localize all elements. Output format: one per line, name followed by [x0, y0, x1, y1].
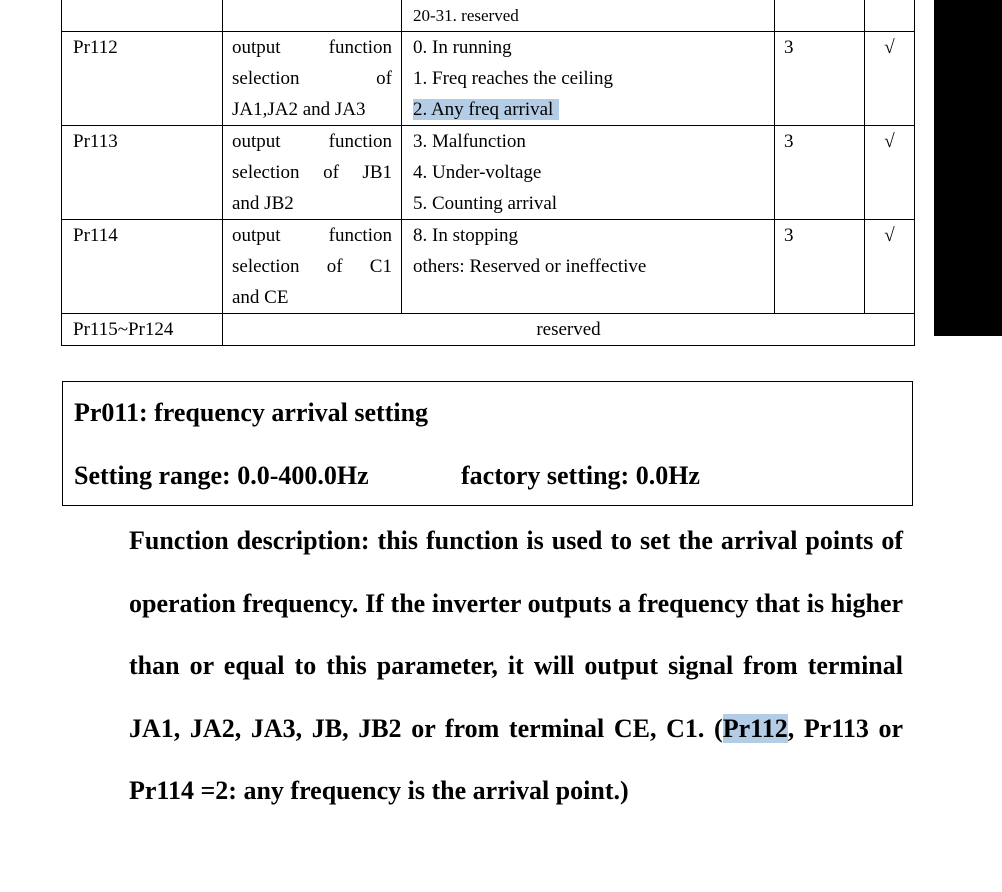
param-options: [402, 32, 775, 126]
setting-box: [62, 381, 913, 506]
param-name-line: JA1,JA2 and JA3: [232, 99, 366, 120]
param-value: 3: [775, 126, 865, 220]
option-text: 0. In running: [413, 37, 512, 58]
factory-setting: factory setting: 0.0Hz: [461, 461, 700, 490]
table-row-top: [62, 0, 915, 32]
param-code: Pr113: [62, 126, 223, 220]
option-text: 3. Malfunction: [413, 131, 526, 152]
description-text: Function description: this function is used to set the arrival points of operation frequency. If the inverter outputs a frequency that is higher than or equal to this parameter, it will output signal from terminal JA1, JA2, JA3, JB, JB2 or from terminal CE, C1. (: [129, 526, 903, 743]
option-text: 4. Under-voltage: [413, 162, 542, 183]
param-options: [402, 220, 775, 314]
description-text-end: , Pr113 or Pr114 =2: any frequency is the arrival point.): [129, 713, 904, 805]
param-name-word: output: [232, 131, 281, 152]
table-row: [62, 126, 915, 220]
param-name-line: [232, 126, 392, 157]
option-line: [413, 94, 774, 125]
right-edge-bar: [934, 0, 1002, 336]
param-name-line: [232, 251, 392, 282]
table-row: [62, 220, 915, 314]
param-name-word: selection: [232, 256, 300, 277]
param-name-word: of: [376, 68, 392, 89]
param-name-line: [232, 220, 392, 251]
option-line: [413, 63, 774, 94]
setting-title: Pr011: frequency arrival setting: [74, 398, 429, 427]
option-line: [413, 282, 774, 313]
reserved-text: reserved: [223, 314, 915, 346]
table-row: [62, 32, 915, 126]
parameter-table: [61, 0, 915, 346]
highlighted-parameter: Pr112: [722, 713, 788, 743]
param-name-word: function: [328, 37, 392, 58]
option-line: [413, 157, 774, 188]
desc-cell: 20-31. reserved: [402, 0, 775, 32]
param-name-line: [232, 157, 392, 188]
option-text: 5. Counting arrival: [413, 193, 558, 214]
option-text-highlighted: 2. Any freq arrival: [413, 99, 559, 120]
param-code: Pr112: [62, 32, 223, 126]
param-name: [223, 126, 402, 220]
param-name-word: function: [328, 225, 392, 246]
option-text: 1. Freq reaches the ceiling: [413, 68, 613, 89]
function-description: [129, 510, 903, 823]
table-row-reserved: [62, 314, 915, 346]
param-name-line: [232, 63, 392, 94]
option-line: [413, 32, 774, 63]
checkmark-icon: √: [865, 220, 915, 314]
param-name-line: and CE: [232, 287, 289, 308]
option-text: others: Reserved or ineffective: [413, 256, 647, 277]
param-name-line: [232, 32, 392, 63]
option-text: 8. In stopping: [413, 225, 519, 246]
checkmark-icon: √: [865, 32, 915, 126]
option-line: [413, 220, 774, 251]
param-name-word: selection: [232, 162, 300, 183]
param-code: Pr115~Pr124: [62, 314, 223, 346]
param-value: 3: [775, 32, 865, 126]
option-line: [413, 126, 774, 157]
param-name-word: output: [232, 225, 281, 246]
option-line: [413, 188, 774, 219]
param-name-word: selection: [232, 68, 300, 89]
param-name-line: and JB2: [232, 193, 294, 214]
setting-range: Setting range: 0.0-400.0Hz: [74, 461, 369, 490]
param-value: 3: [775, 220, 865, 314]
param-name: [223, 220, 402, 314]
param-code: Pr114: [62, 220, 223, 314]
checkmark-icon: √: [865, 126, 915, 220]
option-line: [413, 251, 774, 282]
param-name-word: of: [323, 162, 339, 183]
param-options: [402, 126, 775, 220]
param-name-word: of: [326, 256, 343, 277]
param-name-word: output: [232, 37, 281, 58]
param-name-word: JB1: [362, 162, 392, 183]
param-name-word: C1: [369, 256, 392, 277]
param-name-word: function: [328, 131, 392, 152]
param-name: [223, 32, 402, 126]
